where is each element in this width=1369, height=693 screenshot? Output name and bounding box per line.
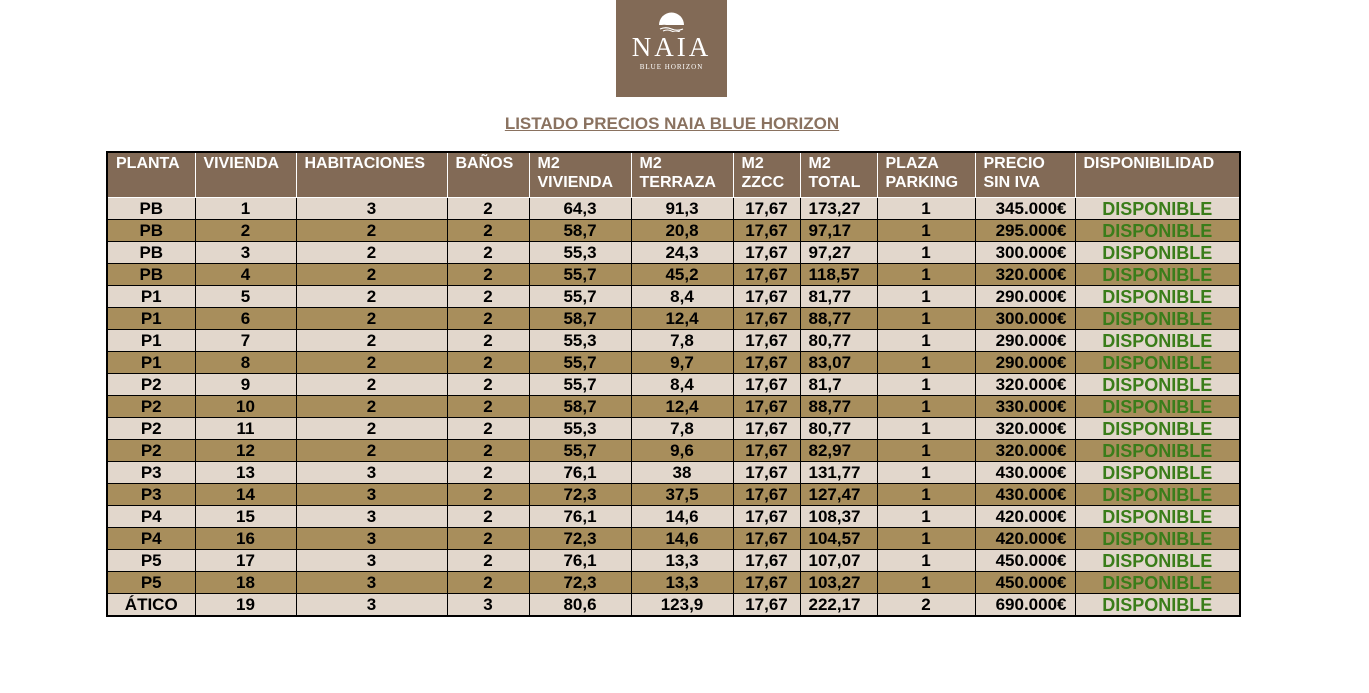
header-m2-vivienda-line: M2	[537, 155, 560, 172]
cell-m2-vivienda: 55,3	[529, 418, 631, 440]
header-banos-line: BAÑOS	[455, 155, 514, 172]
cell-habitaciones: 2	[296, 242, 447, 264]
cell-m2-total: 222,17	[800, 594, 877, 617]
cell-vivienda: 3	[195, 242, 296, 264]
cell-banos: 2	[447, 440, 529, 462]
header-m2-zzcc	[733, 152, 800, 198]
cell-habitaciones: 2	[296, 308, 447, 330]
cell-m2-vivienda: 64,3	[529, 198, 631, 220]
cell-plaza-parking: 1	[877, 220, 975, 242]
cell-m2-total: 173,27	[800, 198, 877, 220]
cell-m2-zzcc: 17,67	[733, 286, 800, 308]
cell-banos: 2	[447, 484, 529, 506]
cell-plaza-parking: 1	[877, 528, 975, 550]
cell-planta: P4	[107, 528, 195, 550]
cell-plaza-parking: 1	[877, 418, 975, 440]
cell-m2-vivienda: 55,7	[529, 264, 631, 286]
header-m2-terraza-line: M2	[639, 155, 662, 172]
header-precio-sin-iva-line: SIN IVA	[983, 174, 1041, 191]
cell-m2-vivienda: 55,3	[529, 242, 631, 264]
cell-m2-zzcc: 17,67	[733, 594, 800, 617]
cell-m2-zzcc: 17,67	[733, 484, 800, 506]
cell-plaza-parking: 1	[877, 242, 975, 264]
table-row	[107, 374, 1240, 396]
cell-planta: P2	[107, 418, 195, 440]
cell-m2-total: 104,57	[800, 528, 877, 550]
cell-m2-total: 107,07	[800, 550, 877, 572]
cell-m2-terraza: 38	[631, 462, 733, 484]
cell-banos: 2	[447, 264, 529, 286]
header-m2-vivienda-line: VIVIENDA	[537, 174, 614, 191]
cell-planta: P1	[107, 352, 195, 374]
cell-m2-vivienda: 55,7	[529, 286, 631, 308]
cell-banos: 2	[447, 396, 529, 418]
cell-m2-total: 97,27	[800, 242, 877, 264]
cell-disponibilidad: DISPONIBLE	[1075, 550, 1240, 572]
cell-planta: P3	[107, 484, 195, 506]
cell-planta: PB	[107, 264, 195, 286]
table-row	[107, 264, 1240, 286]
cell-habitaciones: 2	[296, 374, 447, 396]
table-row	[107, 198, 1240, 220]
cell-m2-terraza: 13,3	[631, 550, 733, 572]
table-row	[107, 396, 1240, 418]
cell-m2-total: 97,17	[800, 220, 877, 242]
cell-habitaciones: 2	[296, 352, 447, 374]
cell-vivienda: 15	[195, 506, 296, 528]
cell-m2-vivienda: 55,7	[529, 374, 631, 396]
header-precio-sin-iva-line: PRECIO	[983, 155, 1045, 172]
cell-m2-terraza: 14,6	[631, 506, 733, 528]
cell-disponibilidad: DISPONIBLE	[1075, 352, 1240, 374]
cell-disponibilidad: DISPONIBLE	[1075, 594, 1240, 617]
cell-m2-zzcc: 17,67	[733, 308, 800, 330]
cell-m2-terraza: 8,4	[631, 286, 733, 308]
cell-m2-terraza: 9,7	[631, 352, 733, 374]
cell-m2-vivienda: 58,7	[529, 220, 631, 242]
cell-m2-terraza: 37,5	[631, 484, 733, 506]
table-row	[107, 330, 1240, 352]
cell-planta: P2	[107, 440, 195, 462]
table-row	[107, 550, 1240, 572]
cell-m2-zzcc: 17,67	[733, 440, 800, 462]
cell-disponibilidad: DISPONIBLE	[1075, 440, 1240, 462]
cell-m2-vivienda: 80,6	[529, 594, 631, 617]
cell-banos: 2	[447, 242, 529, 264]
cell-m2-zzcc: 17,67	[733, 198, 800, 220]
cell-disponibilidad: DISPONIBLE	[1075, 308, 1240, 330]
cell-habitaciones: 2	[296, 330, 447, 352]
cell-planta: PB	[107, 198, 195, 220]
cell-habitaciones: 3	[296, 484, 447, 506]
table-row	[107, 308, 1240, 330]
cell-banos: 2	[447, 308, 529, 330]
cell-plaza-parking: 1	[877, 264, 975, 286]
cell-m2-zzcc: 17,67	[733, 264, 800, 286]
header-plaza-parking-line: PLAZA	[885, 155, 939, 172]
cell-m2-vivienda: 55,7	[529, 352, 631, 374]
cell-vivienda: 12	[195, 440, 296, 462]
header-m2-zzcc-line: ZZCC	[741, 174, 785, 191]
cell-m2-total: 131,77	[800, 462, 877, 484]
cell-planta: PB	[107, 242, 195, 264]
cell-planta: PB	[107, 220, 195, 242]
cell-disponibilidad: DISPONIBLE	[1075, 418, 1240, 440]
cell-banos: 2	[447, 374, 529, 396]
cell-banos: 2	[447, 286, 529, 308]
cell-m2-vivienda: 58,7	[529, 396, 631, 418]
cell-planta: P2	[107, 396, 195, 418]
header-disponibilidad	[1075, 152, 1240, 198]
cell-disponibilidad: DISPONIBLE	[1075, 396, 1240, 418]
cell-plaza-parking: 1	[877, 352, 975, 374]
cell-m2-zzcc: 17,67	[733, 462, 800, 484]
cell-habitaciones: 2	[296, 286, 447, 308]
cell-habitaciones: 2	[296, 264, 447, 286]
table-row	[107, 440, 1240, 462]
cell-vivienda: 7	[195, 330, 296, 352]
header-m2-terraza-line: TERRAZA	[639, 174, 716, 191]
cell-plaza-parking: 1	[877, 330, 975, 352]
cell-m2-terraza: 91,3	[631, 198, 733, 220]
cell-plaza-parking: 1	[877, 286, 975, 308]
header-m2-total-line: TOTAL	[808, 174, 861, 191]
header-precio-sin-iva	[975, 152, 1075, 198]
cell-precio-sin-iva: 330.000€	[975, 396, 1075, 418]
cell-banos: 3	[447, 594, 529, 617]
header-m2-total-line: M2	[808, 155, 831, 172]
cell-m2-vivienda: 72,3	[529, 572, 631, 594]
table-row	[107, 462, 1240, 484]
cell-precio-sin-iva: 290.000€	[975, 330, 1075, 352]
table-row	[107, 572, 1240, 594]
cell-disponibilidad: DISPONIBLE	[1075, 462, 1240, 484]
cell-m2-total: 81,77	[800, 286, 877, 308]
cell-m2-zzcc: 17,67	[733, 220, 800, 242]
cell-disponibilidad: DISPONIBLE	[1075, 528, 1240, 550]
cell-m2-total: 83,07	[800, 352, 877, 374]
cell-m2-zzcc: 17,67	[733, 418, 800, 440]
cell-vivienda: 6	[195, 308, 296, 330]
cell-habitaciones: 3	[296, 462, 447, 484]
cell-disponibilidad: DISPONIBLE	[1075, 198, 1240, 220]
sunset-wave-icon	[616, 8, 727, 32]
table-row	[107, 352, 1240, 374]
cell-m2-total: 118,57	[800, 264, 877, 286]
cell-habitaciones: 3	[296, 528, 447, 550]
cell-plaza-parking: 1	[877, 440, 975, 462]
cell-plaza-parking: 1	[877, 462, 975, 484]
cell-m2-zzcc: 17,67	[733, 242, 800, 264]
table-header-row	[107, 152, 1240, 198]
cell-plaza-parking: 2	[877, 594, 975, 617]
cell-m2-total: 127,47	[800, 484, 877, 506]
cell-m2-terraza: 13,3	[631, 572, 733, 594]
table-row	[107, 484, 1240, 506]
cell-banos: 2	[447, 506, 529, 528]
cell-m2-vivienda: 76,1	[529, 462, 631, 484]
cell-vivienda: 18	[195, 572, 296, 594]
cell-m2-zzcc: 17,67	[733, 550, 800, 572]
cell-banos: 2	[447, 330, 529, 352]
table-row	[107, 594, 1240, 617]
cell-m2-terraza: 24,3	[631, 242, 733, 264]
header-m2-vivienda	[529, 152, 631, 198]
header-m2-zzcc-line: M2	[741, 155, 764, 172]
cell-precio-sin-iva: 320.000€	[975, 374, 1075, 396]
cell-precio-sin-iva: 320.000€	[975, 440, 1075, 462]
cell-vivienda: 11	[195, 418, 296, 440]
cell-vivienda: 2	[195, 220, 296, 242]
header-banos	[447, 152, 529, 198]
cell-m2-vivienda: 72,3	[529, 528, 631, 550]
header-disponibilidad-line: DISPONIBILIDAD	[1083, 155, 1215, 172]
header-habitaciones	[296, 152, 447, 198]
header-plaza-parking	[877, 152, 975, 198]
cell-precio-sin-iva: 320.000€	[975, 264, 1075, 286]
cell-m2-total: 88,77	[800, 308, 877, 330]
header-planta-line: PLANTA	[116, 155, 180, 172]
cell-habitaciones: 2	[296, 220, 447, 242]
header-vivienda-line: VIVIENDA	[203, 155, 280, 172]
cell-m2-total: 80,77	[800, 330, 877, 352]
cell-plaza-parking: 1	[877, 506, 975, 528]
cell-m2-total: 88,77	[800, 396, 877, 418]
cell-vivienda: 10	[195, 396, 296, 418]
cell-banos: 2	[447, 462, 529, 484]
cell-plaza-parking: 1	[877, 572, 975, 594]
cell-banos: 2	[447, 198, 529, 220]
cell-m2-total: 82,97	[800, 440, 877, 462]
cell-habitaciones: 3	[296, 198, 447, 220]
header-habitaciones-line: HABITACIONES	[304, 155, 426, 172]
cell-precio-sin-iva: 690.000€	[975, 594, 1075, 617]
cell-habitaciones: 2	[296, 440, 447, 462]
cell-m2-zzcc: 17,67	[733, 330, 800, 352]
cell-precio-sin-iva: 320.000€	[975, 418, 1075, 440]
cell-precio-sin-iva: 300.000€	[975, 242, 1075, 264]
cell-plaza-parking: 1	[877, 198, 975, 220]
header-m2-total	[800, 152, 877, 198]
cell-habitaciones: 2	[296, 396, 447, 418]
header-plaza-parking-line: PARKING	[885, 174, 959, 191]
cell-m2-terraza: 7,8	[631, 418, 733, 440]
cell-m2-total: 81,7	[800, 374, 877, 396]
cell-plaza-parking: 1	[877, 550, 975, 572]
table-row	[107, 286, 1240, 308]
cell-habitaciones: 3	[296, 550, 447, 572]
cell-precio-sin-iva: 430.000€	[975, 484, 1075, 506]
cell-disponibilidad: DISPONIBLE	[1075, 572, 1240, 594]
table-row	[107, 506, 1240, 528]
cell-precio-sin-iva: 295.000€	[975, 220, 1075, 242]
cell-precio-sin-iva: 290.000€	[975, 286, 1075, 308]
cell-planta: P2	[107, 374, 195, 396]
cell-disponibilidad: DISPONIBLE	[1075, 506, 1240, 528]
cell-m2-vivienda: 55,7	[529, 440, 631, 462]
cell-vivienda: 16	[195, 528, 296, 550]
cell-planta: P5	[107, 550, 195, 572]
table-row	[107, 418, 1240, 440]
cell-m2-total: 108,37	[800, 506, 877, 528]
header-planta	[107, 152, 195, 198]
cell-banos: 2	[447, 352, 529, 374]
cell-planta: P3	[107, 462, 195, 484]
table-row	[107, 242, 1240, 264]
cell-vivienda: 9	[195, 374, 296, 396]
header-vivienda	[195, 152, 296, 198]
logo-name: NAIA	[631, 32, 712, 62]
naia-logo	[616, 0, 727, 97]
cell-m2-zzcc: 17,67	[733, 506, 800, 528]
cell-m2-terraza: 20,8	[631, 220, 733, 242]
cell-banos: 2	[447, 572, 529, 594]
cell-m2-terraza: 14,6	[631, 528, 733, 550]
cell-disponibilidad: DISPONIBLE	[1075, 264, 1240, 286]
cell-disponibilidad: DISPONIBLE	[1075, 484, 1240, 506]
table-row	[107, 528, 1240, 550]
cell-habitaciones: 3	[296, 506, 447, 528]
cell-m2-terraza: 12,4	[631, 308, 733, 330]
cell-m2-vivienda: 76,1	[529, 550, 631, 572]
cell-m2-zzcc: 17,67	[733, 396, 800, 418]
cell-m2-zzcc: 17,67	[733, 352, 800, 374]
cell-banos: 2	[447, 550, 529, 572]
price-table	[106, 151, 1241, 617]
cell-planta: ÁTICO	[107, 594, 195, 617]
cell-m2-total: 80,77	[800, 418, 877, 440]
cell-vivienda: 13	[195, 462, 296, 484]
cell-precio-sin-iva: 420.000€	[975, 506, 1075, 528]
cell-m2-vivienda: 55,3	[529, 330, 631, 352]
cell-m2-zzcc: 17,67	[733, 374, 800, 396]
cell-m2-zzcc: 17,67	[733, 572, 800, 594]
cell-m2-zzcc: 17,67	[733, 528, 800, 550]
cell-m2-terraza: 9,6	[631, 440, 733, 462]
cell-plaza-parking: 1	[877, 374, 975, 396]
cell-vivienda: 17	[195, 550, 296, 572]
cell-habitaciones: 3	[296, 572, 447, 594]
cell-m2-vivienda: 72,3	[529, 484, 631, 506]
cell-m2-terraza: 7,8	[631, 330, 733, 352]
cell-disponibilidad: DISPONIBLE	[1075, 220, 1240, 242]
document-title: LISTADO PRECIOS NAIA BLUE HORIZON	[504, 114, 840, 133]
cell-precio-sin-iva: 290.000€	[975, 352, 1075, 374]
cell-precio-sin-iva: 450.000€	[975, 572, 1075, 594]
cell-precio-sin-iva: 430.000€	[975, 462, 1075, 484]
cell-m2-total: 103,27	[800, 572, 877, 594]
cell-planta: P4	[107, 506, 195, 528]
cell-vivienda: 5	[195, 286, 296, 308]
cell-precio-sin-iva: 300.000€	[975, 308, 1075, 330]
cell-m2-terraza: 123,9	[631, 594, 733, 617]
cell-plaza-parking: 1	[877, 308, 975, 330]
cell-precio-sin-iva: 345.000€	[975, 198, 1075, 220]
cell-planta: P1	[107, 308, 195, 330]
cell-vivienda: 19	[195, 594, 296, 617]
cell-plaza-parking: 1	[877, 396, 975, 418]
cell-banos: 2	[447, 220, 529, 242]
table-row	[107, 220, 1240, 242]
cell-disponibilidad: DISPONIBLE	[1075, 286, 1240, 308]
cell-precio-sin-iva: 420.000€	[975, 528, 1075, 550]
cell-banos: 2	[447, 528, 529, 550]
cell-habitaciones: 3	[296, 594, 447, 617]
cell-habitaciones: 2	[296, 418, 447, 440]
cell-disponibilidad: DISPONIBLE	[1075, 330, 1240, 352]
cell-vivienda: 14	[195, 484, 296, 506]
cell-vivienda: 8	[195, 352, 296, 374]
cell-disponibilidad: DISPONIBLE	[1075, 374, 1240, 396]
cell-m2-vivienda: 76,1	[529, 506, 631, 528]
cell-planta: P1	[107, 330, 195, 352]
cell-plaza-parking: 1	[877, 484, 975, 506]
cell-m2-terraza: 12,4	[631, 396, 733, 418]
cell-planta: P5	[107, 572, 195, 594]
cell-m2-vivienda: 58,7	[529, 308, 631, 330]
cell-m2-terraza: 45,2	[631, 264, 733, 286]
cell-vivienda: 4	[195, 264, 296, 286]
cell-banos: 2	[447, 418, 529, 440]
cell-vivienda: 1	[195, 198, 296, 220]
cell-disponibilidad: DISPONIBLE	[1075, 242, 1240, 264]
cell-planta: P1	[107, 286, 195, 308]
logo-subtitle: BLUE HORIZON	[639, 63, 704, 71]
cell-precio-sin-iva: 450.000€	[975, 550, 1075, 572]
header-m2-terraza	[631, 152, 733, 198]
cell-m2-terraza: 8,4	[631, 374, 733, 396]
